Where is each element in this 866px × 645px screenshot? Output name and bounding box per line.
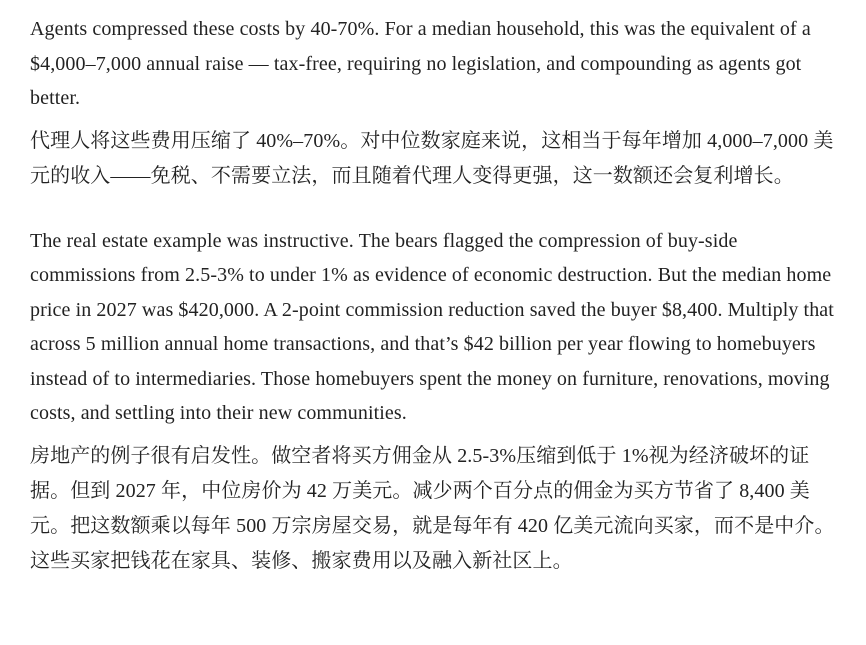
bilingual-block-real-estate <box>30 224 840 579</box>
paragraph-english-costs: Agents compressed these costs by 40-70%. For a median household, this was the equivalent of a $4,000–7,000 annual raise — tax-free, requiring no legislation, and compounding as agents got better. <box>30 18 811 109</box>
bilingual-block-costs <box>30 12 840 194</box>
paragraph-chinese-real-estate: 房地产的例子很有启发性。做空者将买方佣金从 2.5-3%压缩到低于 1%视为经济破坏的证据。但到 2027 年，中位房价为 42 万美元。减少两个百分点的佣金为买方节省了 8,400 美元。把这数额乘以每年 500 万宗房屋交易，就是每年有 420 亿美元流向买家，而不是中介。这些买家把钱花在家具、装修、搬家费用以及融入新社区上。 <box>30 444 835 572</box>
paragraph-chinese-costs: 代理人将这些费用压缩了 40%–70%。对中位数家庭来说，这相当于每年增加 4,000–7,000 美元的收入——免税、不需要立法，而且随着代理人变得更强，这一数额还会复利增长。 <box>30 129 834 187</box>
paragraph-english-real-estate: The real estate example was instructive. The bears flagged the compression of buy-side commissions from 2.5-3% to under 1% as evidence of economic destruction. But the median home price in 2027 was $420,000. A 2-point commission reduction saved the buyer $8,400. Multiply that across 5 million annual home transactions, and that’s $42 billion per year flowing to homebuyers instead of to intermediaries. Those homebuyers spent the money on furniture, renovations, moving costs, and settling into their new communities. <box>30 229 834 424</box>
